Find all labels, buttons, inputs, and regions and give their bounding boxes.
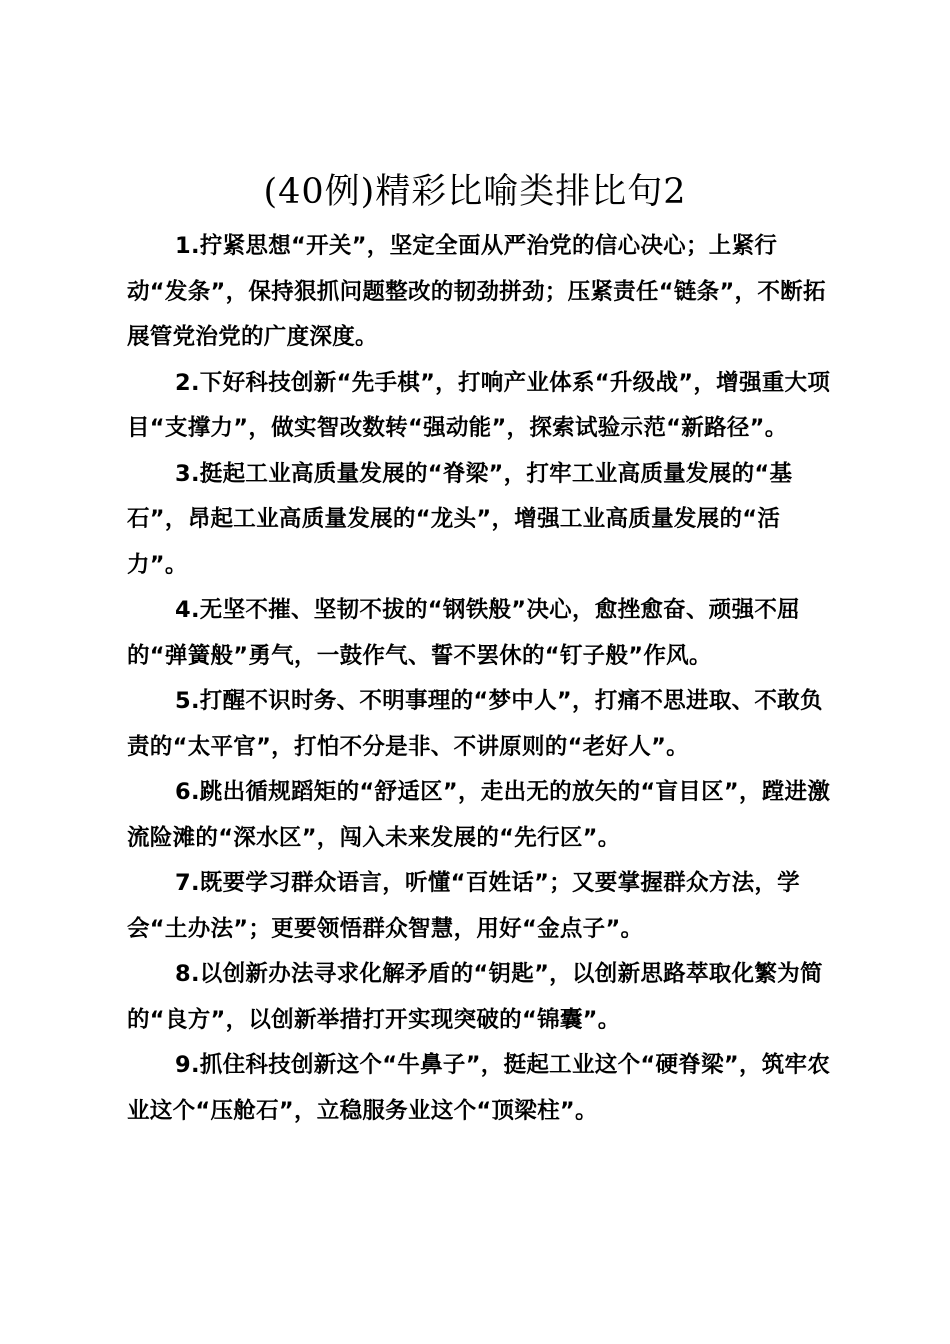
paragraph-9: 9.抓住科技创新这个“牛鼻子”，挺起工业这个“硬脊梁”，筑牢农业这个“压舱石”，立稳服务业这个“顶梁柱”。 (127, 1052, 831, 1124)
paragraph-1: 1.拧紧思想“开关”，坚定全面从严治党的信心决心；上紧行动“发条”，保持狠抓问题整改的韧劲拼劲；压紧责任“链条”，不断拓展管党治党的广度深度。 (127, 233, 826, 350)
document-body (127, 224, 833, 1134)
paragraph-7: 7.既要学习群众语言，听懂“百姓话”；又要掌握群众方法，学会“土办法”；更要领悟群众智慧，用好“金点子”。 (127, 870, 800, 942)
paragraph-8: 8.以创新办法寻求化解矛盾的“钥匙”，以创新思路萃取化繁为简的“良方”，以创新举措打开实现突破的“锦囊”。 (127, 961, 823, 1033)
paragraph-5: 5.打醒不识时务、不明事理的“梦中人”，打痛不思进取、不敢负责的“太平官”，打怕不分是非、不讲原则的“老好人”。 (127, 688, 823, 760)
paragraph-4: 4.无坚不摧、坚韧不拔的“钢铁般”决心，愈挫愈奋、顽强不屈的“弹簧般”勇气，一鼓作气、誓不罢休的“钉子般”作风。 (127, 597, 800, 669)
paragraph-3: 3.挺起工业高质量发展的“脊梁”，打牢工业高质量发展的“基石”，昂起工业高质量发展的“龙头”，增强工业高质量发展的“活力”。 (127, 460, 793, 578)
paragraph-6: 6.跳出循规蹈矩的“舒适区”，走出无的放矢的“盲目区”，蹚进激流险滩的“深水区”，闯入未来发展的“先行区”。 (127, 779, 831, 851)
document-title: (40例)精彩比喻类排比句2 (263, 172, 687, 212)
paragraph-2: 2.下好科技创新“先手棋”，打响产业体系“升级战”，增强重大项目“支撑力”，做实智改数转“强动能”，探索试验示范“新路径”。 (127, 369, 831, 441)
